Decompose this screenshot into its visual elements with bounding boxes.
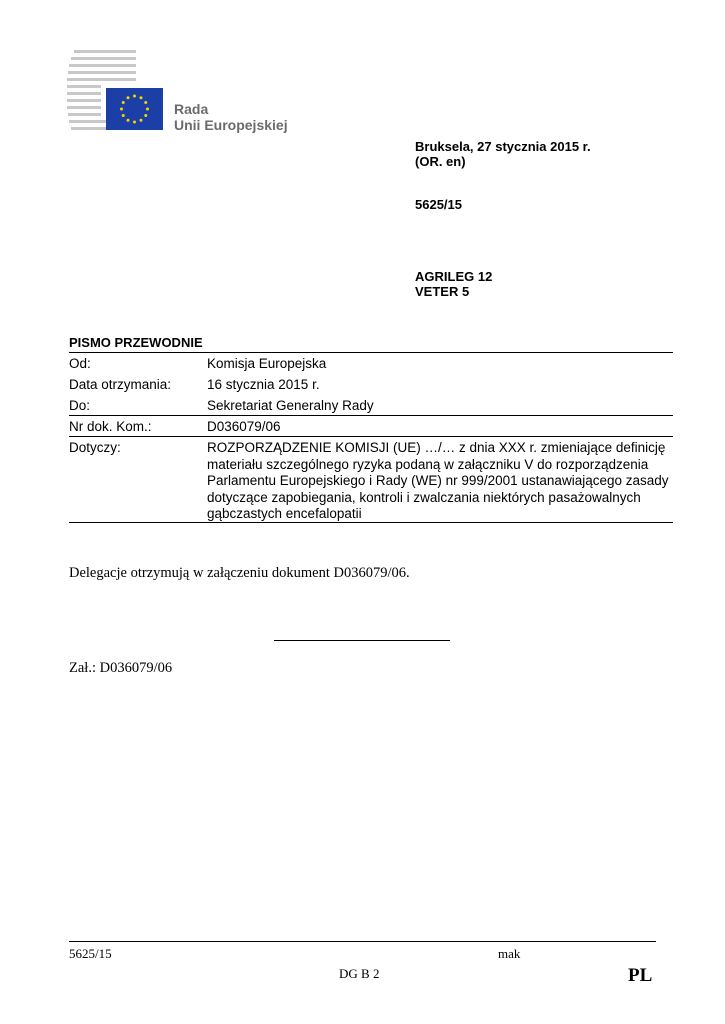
logo-line-1: Rada [174,101,209,117]
row-value: Sekretariat Generalny Rady [207,398,374,413]
code-agrileg: AGRILEG 12 [415,269,493,284]
footer-language: PL [628,965,653,986]
place-date [415,139,591,169]
row-label: Data otrzymania: [69,377,172,392]
flag-star [127,119,130,122]
row-value: ROZPORZĄDZENIE KOMISJI (UE) …/… z dnia XXX r. zmieniające definicję materiału szczególnego ryzyka podaną w załączniku V do rozporządzenia Parlamentu Europejskiego i Rady (WE) nr 999/2001 ustanawiającego zasady dotyczące zapobiegania, kontroli i zwalczania niektórych pasażowalnych gąbczastych encefalopatii [207,440,669,521]
row-value: Komisja Europejska [207,356,327,371]
transmittal-title: PISMO PRZEWODNIE [69,335,203,350]
table-rule [69,436,673,437]
footer-directorate: DG B 2 [339,966,380,981]
place-date-text: Bruksela, 27 stycznia 2015 r. [415,139,591,154]
row-label: Dotyczy: [69,440,121,455]
flag-star [122,114,125,117]
row-value: D036079/06 [207,419,281,434]
body-text: Delegacje otrzymują w załączeniu dokument D036079/06. [69,565,410,581]
table-rule [69,415,673,416]
footer-initials: mak [498,946,521,961]
footer-doc-number: 5625/15 [69,946,112,961]
document-number: 5625/15 [415,197,462,212]
flag-star [133,121,136,124]
flag-star [146,108,149,111]
table-top-rule [69,352,673,353]
footer-rule [69,941,656,942]
flag-star [133,95,136,98]
flag-star [120,108,123,111]
eu-flag [106,88,163,130]
attachment-line: Zał.: D036079/06 [69,660,173,676]
interinstitutional-codes [415,269,492,299]
row-value: 16 stycznia 2015 r. [207,377,320,392]
row-label: Nr dok. Kom.: [69,419,152,434]
logo-line-2: Unii Europejskiej [174,117,288,133]
table-bottom-rule [69,522,673,523]
flag-star [144,114,147,117]
flag-star [140,119,143,122]
flag-star [144,101,147,104]
original-language: (OR. en) [415,154,466,169]
separator-line [274,640,450,641]
row-label: Do: [69,398,91,413]
flag-star [122,101,125,104]
flag-star [127,96,130,99]
row-label: Od: [69,356,91,371]
flag-star [140,96,143,99]
code-veter: VETER 5 [415,284,470,299]
